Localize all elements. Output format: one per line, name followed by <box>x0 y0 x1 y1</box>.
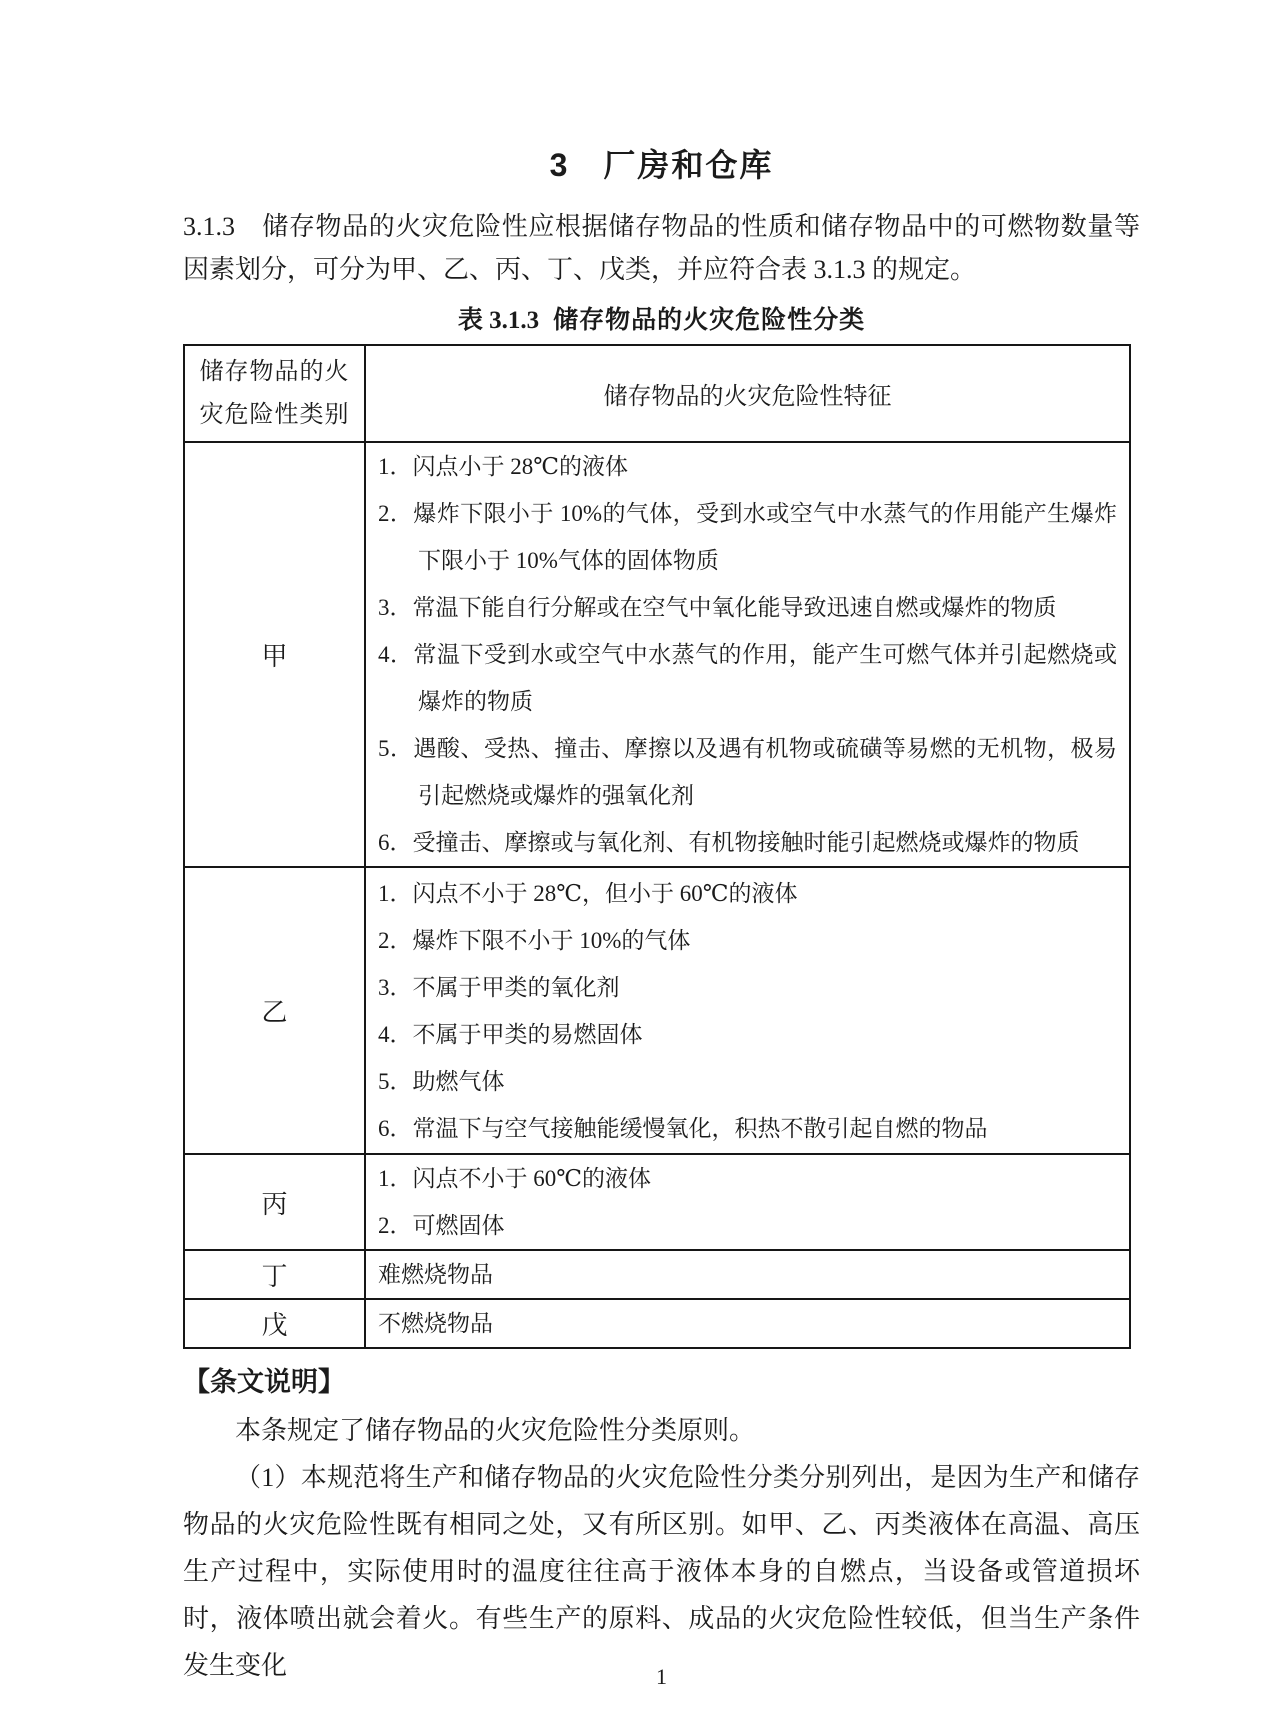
feature-item: 1．闪点不小于 60℃的液体 <box>378 1166 651 1191</box>
feature-item: 2．爆炸下限不小于 10%的气体 <box>378 927 691 953</box>
features-cell <box>365 442 1130 867</box>
table-row-ding <box>184 1250 1130 1299</box>
category-cell: 戊 <box>184 1299 365 1348</box>
category-cell: 乙 <box>184 867 365 1154</box>
feature-item: 3．常温下能自行分解或在空气中氧化能导致迅速自燃或爆炸的物质 <box>378 595 1057 620</box>
feature-item: 2．爆炸下限小于 10%的气体，受到水或空气中水蒸气的作用能产生爆炸下限小于 10%气体的固体物质 <box>378 501 1117 573</box>
feature-item: 不燃烧物品 <box>378 1311 493 1336</box>
table-row-wu <box>184 1299 1130 1348</box>
header-category: 储存物品的火灾危险性类别 <box>184 345 365 442</box>
features-cell <box>365 1299 1130 1348</box>
feature-item: 1．闪点小于 28℃的液体 <box>378 454 628 479</box>
feature-item: 5．遇酸、受热、撞击、摩擦以及遇有机物或硫磺等易燃的无机物，极易引起燃烧或爆炸的强氧化剂 <box>378 736 1117 808</box>
feature-item: 6．常温下与空气接触能缓慢氧化，积热不散引起自燃的物品 <box>378 1115 988 1141</box>
page-title: 3 厂房和仓库 <box>549 147 774 183</box>
fire-hazard-classification-table <box>183 344 1131 1349</box>
feature-item: 5．助燃气体 <box>378 1068 505 1094</box>
table-header-row <box>184 345 1130 442</box>
table-caption <box>183 303 1140 338</box>
table-caption-title: 储存物品的火灾危险性分类 <box>553 306 866 334</box>
clause-313-paragraph: 3.1.3 储存物品的火灾危险性应根据储存物品的性质和储存物品中的可燃物数量等因素划分，可分为甲、乙、丙、丁、戊类，并应符合表 3.1.3 的规定。 <box>183 212 1140 284</box>
page-content <box>183 0 1140 1689</box>
commentary-heading: 【条文说明】 <box>183 1367 345 1397</box>
feature-item: 4．常温下受到水或空气中水蒸气的作用，能产生可燃气体并引起燃烧或爆炸的物质 <box>378 642 1117 714</box>
features-cell <box>365 867 1130 1154</box>
feature-item: 2．可燃固体 <box>378 1213 505 1238</box>
category-cell: 丙 <box>184 1154 365 1250</box>
page-number: 1 <box>656 1664 667 1689</box>
category-cell: 丁 <box>184 1250 365 1299</box>
feature-item: 1．闪点不小于 28℃，但小于 60℃的液体 <box>378 880 798 906</box>
header-features: 储存物品的火灾危险性特征 <box>365 345 1130 442</box>
table-row-yi <box>184 867 1130 1154</box>
table-row-jia <box>184 442 1130 867</box>
commentary-paragraph: 本条规定了储存物品的火灾危险性分类原则。 <box>235 1416 756 1445</box>
feature-item: 4．不属于甲类的易燃固体 <box>378 1021 643 1047</box>
feature-item: 难燃烧物品 <box>378 1262 493 1287</box>
commentary-paragraph: （1）本规范将生产和储存物品的火灾危险性分类分别列出，是因为生产和储存物品的火灾危险性既有相同之处，又有所区别。如甲、乙、丙类液体在高温、高压生产过程中，实际使用时的温度往往高于液体本身的自燃点，当设备或管道损坏时，液体喷出就会着火。有些生产的原料、成品的火灾危险性较低，但当生产条件发生变化 <box>183 1463 1140 1680</box>
feature-item: 6．受撞击、摩擦或与氧化剂、有机物接触时能引起燃烧或爆炸的物质 <box>378 830 1080 855</box>
features-cell <box>365 1250 1130 1299</box>
feature-item: 3．不属于甲类的氧化剂 <box>378 974 620 1000</box>
category-cell: 甲 <box>184 442 365 867</box>
table-caption-number: 表 3.1.3 <box>457 307 540 334</box>
table-row-bing <box>184 1154 1130 1250</box>
features-cell <box>365 1154 1130 1250</box>
